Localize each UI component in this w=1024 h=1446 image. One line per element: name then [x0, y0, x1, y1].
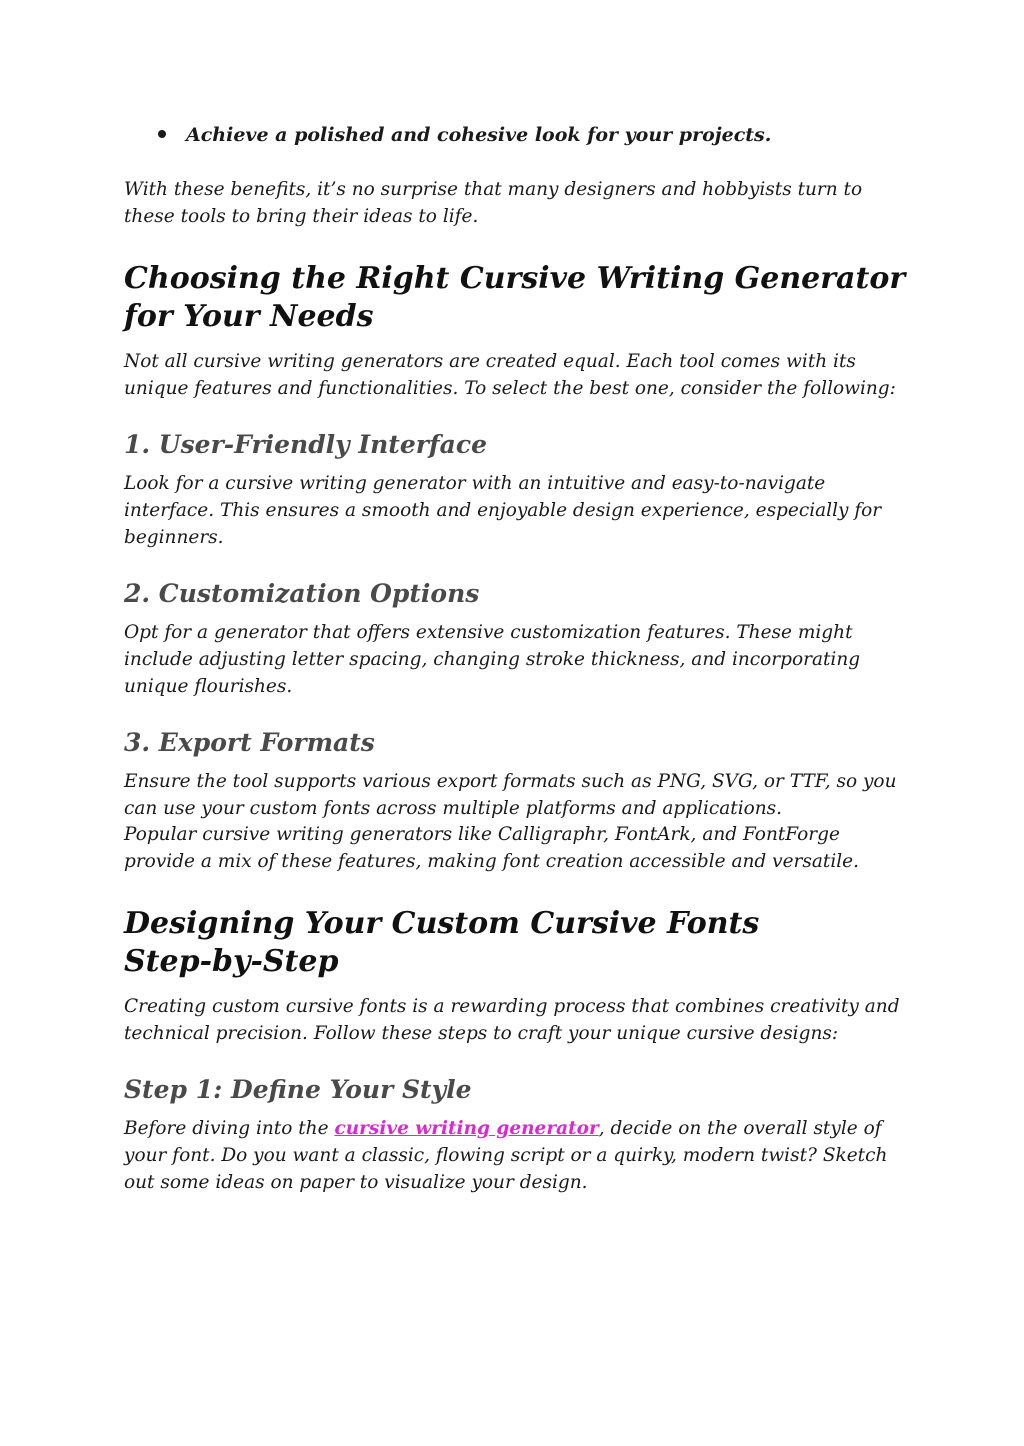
designing-heading-line1: Designing Your Custom Cursive Fonts	[124, 906, 760, 941]
bullet-dot-icon	[158, 130, 166, 138]
subheading-step1: Step 1: Define Your Style	[124, 1075, 472, 1104]
user-friendly-paragraph: Look for a cursive writing generator with an intuitive and easy-to-navigate interface. This ensures a smooth and enjoyable design experience, especially for beginners.	[124, 473, 882, 548]
export-formats-paragraph: Ensure the tool supports various export formats such as PNG, SVG, or TTF, so you can use your custom fonts across multiple platforms and applications.	[124, 771, 897, 819]
step1-text-before: Before diving into the	[124, 1118, 335, 1139]
choosing-paragraph: Not all cursive writing generators are created equal. Each tool comes with its unique features and functionalities. To select the best one, consider the following:	[124, 351, 896, 399]
designing-heading-line2: Step-by-Step	[124, 944, 339, 979]
step1-paragraph	[124, 1115, 904, 1196]
bullet-item	[158, 122, 771, 148]
cursive-writing-generator-link[interactable]: cursive writing generator	[334, 1118, 599, 1139]
bullet-text: Achieve a polished and cohesive look for your projects.	[186, 124, 772, 146]
intro-paragraph: With these benefits, it’s no surprise that many designers and hobbyists turn to these tools to bring their ideas to life.	[124, 179, 863, 227]
customization-paragraph: Opt for a generator that offers extensive customization features. These might include adjusting letter spacing, changing stroke thickness, and incorporating unique flourishes.	[124, 622, 861, 697]
section-heading-designing	[124, 905, 914, 981]
step1-text-after: , decide on the overall style of your font. Do you want a classic, flowing script or a quirky, modern twist? Sketch out some ideas on paper to visualize your design.	[124, 1118, 888, 1193]
subheading-user-friendly: 1. User-Friendly Interface	[124, 430, 487, 459]
subheading-customization: 2. Customization Options	[124, 579, 480, 608]
designing-paragraph: Creating custom cursive fonts is a rewarding process that combines creativity and technical precision. Follow these steps to craft your unique cursive designs:	[124, 996, 900, 1044]
subheading-export-formats: 3. Export Formats	[124, 728, 375, 757]
section-heading-choosing: Choosing the Right Cursive Writing Generator for Your Needs	[124, 261, 906, 334]
popular-generators-paragraph: Popular cursive writing generators like Calligraphr, FontArk, and FontForge provide a mix of these features, making font creation accessible and versatile.	[124, 824, 859, 872]
